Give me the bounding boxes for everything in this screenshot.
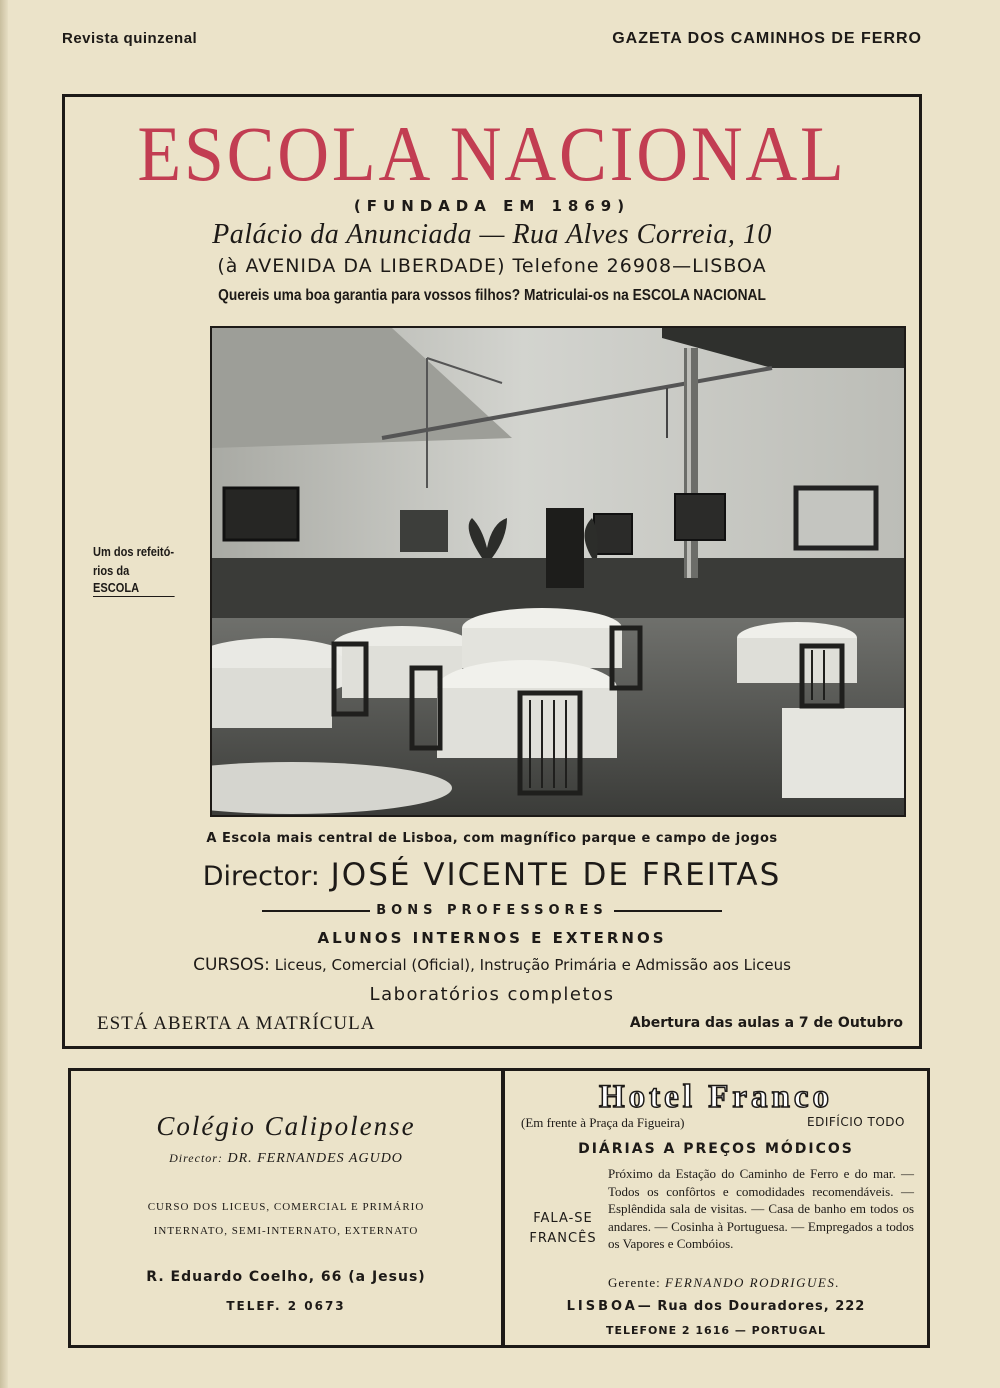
school-address: Palácio da Anunciada — Rua Alves Correia, 10 bbox=[212, 219, 772, 250]
colegio-phone: TELEF. 2 0673 bbox=[226, 1299, 346, 1313]
manager-label: Gerente: bbox=[608, 1275, 661, 1290]
hotel-street: — Rua dos Douradores, 222 bbox=[637, 1299, 866, 1314]
colegio-director-label: Director: bbox=[169, 1151, 223, 1165]
header-left: Revista quinzenal bbox=[62, 30, 198, 47]
hotel-rates: DIÁRIAS A PREÇOS MÓDICOS bbox=[578, 1141, 854, 1157]
ad-title: ESCOLA NACIONAL bbox=[137, 110, 847, 197]
hotel-city: LISBOA bbox=[566, 1299, 638, 1314]
french-line-2: FRANCÊS bbox=[529, 1231, 597, 1246]
central-location-text: A Escola mais central de Lisboa, com magnífico parque e campo de jogos bbox=[206, 831, 778, 846]
hotel-location: (Em frente à Praça da Figueira) bbox=[521, 1115, 685, 1130]
manager-name: FERNANDO RODRIGUES. bbox=[665, 1275, 841, 1290]
colegio-address: R. Eduardo Coelho, 66 (a Jesus) bbox=[146, 1269, 426, 1285]
caption-line-1: Um dos refeitó- bbox=[93, 544, 175, 559]
avenue-phone: (à AVENIDA DA LIBERDADE) Telefone 26908—LISBOA bbox=[217, 255, 767, 277]
founded-year: (FUNDADA EM 1869) bbox=[353, 197, 631, 215]
page-spine-shadow bbox=[0, 0, 8, 1388]
header-right: GAZETA DOS CAMINHOS DE FERRO bbox=[612, 30, 922, 47]
enrollment-open: ESTÁ ABERTA A MATRÍCULA bbox=[97, 1013, 376, 1034]
hotel-description: Próximo da Estação do Caminho de Ferro e do mar. — Todos os confôrtos e comodidades recomendáveis. — Esplêndida sala de visitas. — Casa de banho em todos os andares. — Cosinha à Portuguesa. — Empregados a todos os Vapores e Combóios. bbox=[608, 1166, 914, 1252]
professors-text: BONS PROFESSORES bbox=[376, 903, 608, 918]
students-line: ALUNOS INTERNOS E EXTERNOS bbox=[317, 929, 667, 947]
colegio-title: Colégio Calipolense bbox=[156, 1111, 416, 1141]
colegio-director-name: DR. FERNANDES AGUDO bbox=[227, 1151, 403, 1166]
photo-caption bbox=[93, 543, 178, 597]
refectory-illustration bbox=[212, 328, 904, 815]
classes-start: Abertura das aulas a 7 de Outubro bbox=[629, 1015, 903, 1031]
escola-nacional-ad bbox=[62, 94, 922, 1049]
caption-line-2: rios da ESCOLA bbox=[93, 560, 175, 597]
labs-line: Laboratórios completos bbox=[369, 984, 615, 1005]
french-spoken bbox=[523, 1209, 603, 1249]
courses-label: CURSOS: bbox=[193, 955, 270, 975]
director-label: Director: bbox=[202, 861, 320, 892]
director-name: JOSÉ VICENTE DE FREITAS bbox=[330, 857, 782, 893]
professors-line bbox=[65, 903, 919, 918]
director-line bbox=[65, 857, 919, 893]
right-rule bbox=[614, 910, 722, 912]
colegio-director bbox=[71, 1151, 501, 1167]
colegio-courses-2: INTERNATO, SEMI-INTERNATO, EXTERNATO bbox=[153, 1225, 419, 1237]
left-rule bbox=[262, 910, 370, 912]
hotel-phone: TELEFONE 2 1616 — PORTUGAL bbox=[605, 1324, 827, 1337]
refectory-photo bbox=[210, 326, 906, 817]
hotel-manager bbox=[608, 1275, 840, 1291]
hotel-address bbox=[505, 1299, 927, 1314]
courses-line bbox=[65, 955, 919, 975]
colegio-courses-1: CURSO DOS LICEUS, COMERCIAL E PRIMÁRIO bbox=[147, 1201, 425, 1213]
colegio-calipolense-ad bbox=[68, 1068, 502, 1348]
slogan: Quereis uma boa garantia para vossos filhos? Matriculai-os na ESCOLA NACIONAL bbox=[218, 287, 766, 304]
courses-text: Liceus, Comercial (Oficial), Instrução Primária e Admissão aos Liceus bbox=[274, 956, 791, 974]
hotel-franco-ad bbox=[502, 1068, 930, 1348]
hotel-title: Hotel Franco bbox=[598, 1079, 834, 1115]
french-line-1: FALA-SE bbox=[533, 1211, 593, 1226]
hotel-building: EDIFÍCIO TODO bbox=[807, 1115, 905, 1129]
